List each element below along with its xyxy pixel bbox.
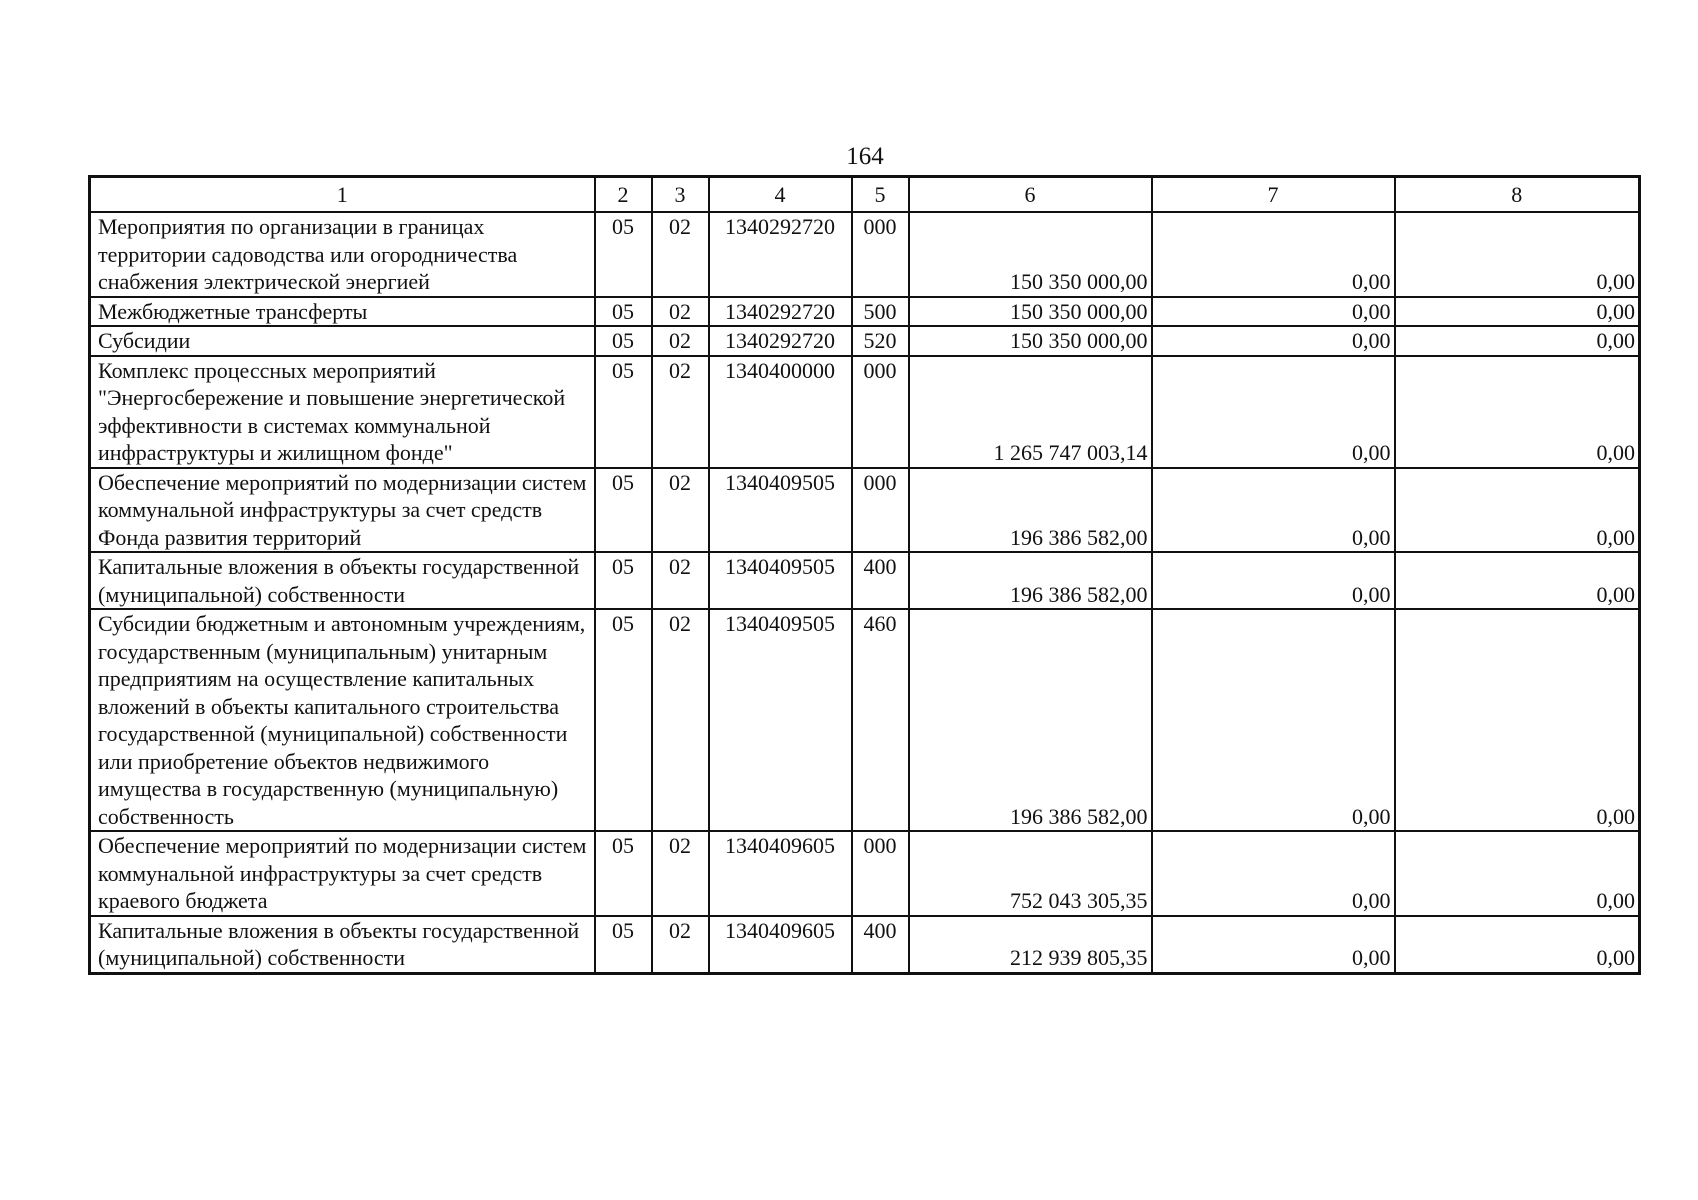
amount-col6: 196 386 582,00 xyxy=(909,609,1152,831)
column-header: 8 xyxy=(1395,177,1640,213)
expense-type-code: 460 xyxy=(852,609,909,831)
column-header: 2 xyxy=(595,177,652,213)
section-code: 05 xyxy=(595,831,652,916)
amount-col8: 0,00 xyxy=(1395,468,1640,553)
section-code: 05 xyxy=(595,916,652,974)
amount-col8: 0,00 xyxy=(1395,831,1640,916)
table-header-row xyxy=(90,177,1640,213)
amount-col6: 150 350 000,00 xyxy=(909,212,1152,297)
subsection-code: 02 xyxy=(652,326,709,356)
expense-type-code: 000 xyxy=(852,468,909,553)
table-row xyxy=(90,297,1640,327)
column-header: 7 xyxy=(1152,177,1395,213)
page-number: 164 xyxy=(846,143,884,170)
amount-col8: 0,00 xyxy=(1395,916,1640,974)
target-article-code: 1340292720 xyxy=(709,212,852,297)
amount-col6: 752 043 305,35 xyxy=(909,831,1152,916)
subsection-code: 02 xyxy=(652,297,709,327)
expense-type-code: 500 xyxy=(852,297,909,327)
amount-col6: 196 386 582,00 xyxy=(909,468,1152,553)
amount-col7: 0,00 xyxy=(1152,297,1395,327)
column-header: 6 xyxy=(909,177,1152,213)
row-name: Межбюджетные трансферты xyxy=(90,297,595,327)
amount-col8: 0,00 xyxy=(1395,356,1640,468)
section-code: 05 xyxy=(595,212,652,297)
row-name: Обеспечение мероприятий по модернизации систем коммунальной инфраструктуры за счет средств Фонда развития территорий xyxy=(90,468,595,553)
amount-col6: 196 386 582,00 xyxy=(909,552,1152,609)
row-name: Комплекс процессных мероприятий "Энергосбережение и повышение энергетической эффективности в системах коммунальной инфраструктуры и жилищном фонде" xyxy=(90,356,595,468)
table-row xyxy=(90,212,1640,297)
subsection-code: 02 xyxy=(652,468,709,553)
section-code: 05 xyxy=(595,552,652,609)
subsection-code: 02 xyxy=(652,916,709,974)
expense-type-code: 000 xyxy=(852,356,909,468)
budget-table xyxy=(88,175,1641,975)
column-header: 1 xyxy=(90,177,595,213)
target-article-code: 1340409605 xyxy=(709,916,852,974)
subsection-code: 02 xyxy=(652,609,709,831)
section-code: 05 xyxy=(595,468,652,553)
amount-col7: 0,00 xyxy=(1152,468,1395,553)
amount-col6: 212 939 805,35 xyxy=(909,916,1152,974)
amount-col7: 0,00 xyxy=(1152,552,1395,609)
subsection-code: 02 xyxy=(652,356,709,468)
section-code: 05 xyxy=(595,326,652,356)
amount-col8: 0,00 xyxy=(1395,297,1640,327)
table-row xyxy=(90,552,1640,609)
expense-type-code: 400 xyxy=(852,552,909,609)
column-header: 3 xyxy=(652,177,709,213)
row-name: Капитальные вложения в объекты государственной (муниципальной) собственности xyxy=(90,916,595,974)
target-article-code: 1340292720 xyxy=(709,326,852,356)
subsection-code: 02 xyxy=(652,552,709,609)
amount-col7: 0,00 xyxy=(1152,916,1395,974)
amount-col7: 0,00 xyxy=(1152,609,1395,831)
subsection-code: 02 xyxy=(652,831,709,916)
amount-col6: 150 350 000,00 xyxy=(909,326,1152,356)
section-code: 05 xyxy=(595,609,652,831)
amount-col7: 0,00 xyxy=(1152,212,1395,297)
table-row xyxy=(90,356,1640,468)
amount-col7: 0,00 xyxy=(1152,831,1395,916)
table-row xyxy=(90,609,1640,831)
column-header: 4 xyxy=(709,177,852,213)
row-name: Обеспечение мероприятий по модернизации систем коммунальной инфраструктуры за счет средств краевого бюджета xyxy=(90,831,595,916)
amount-col8: 0,00 xyxy=(1395,552,1640,609)
row-name: Субсидии xyxy=(90,326,595,356)
expense-type-code: 000 xyxy=(852,831,909,916)
subsection-code: 02 xyxy=(652,212,709,297)
amount-col6: 1 265 747 003,14 xyxy=(909,356,1152,468)
target-article-code: 1340409505 xyxy=(709,468,852,553)
amount-col8: 0,00 xyxy=(1395,609,1640,831)
amount-col7: 0,00 xyxy=(1152,356,1395,468)
column-header: 5 xyxy=(852,177,909,213)
table-row xyxy=(90,468,1640,553)
expense-type-code: 520 xyxy=(852,326,909,356)
target-article-code: 1340292720 xyxy=(709,297,852,327)
section-code: 05 xyxy=(595,356,652,468)
expense-type-code: 000 xyxy=(852,212,909,297)
table-row xyxy=(90,326,1640,356)
row-name: Мероприятия по организации в границах территории садоводства или огородничества снабжения электрической энергией xyxy=(90,212,595,297)
target-article-code: 1340409505 xyxy=(709,552,852,609)
target-article-code: 1340400000 xyxy=(709,356,852,468)
table-row xyxy=(90,831,1640,916)
amount-col8: 0,00 xyxy=(1395,212,1640,297)
target-article-code: 1340409505 xyxy=(709,609,852,831)
amount-col7: 0,00 xyxy=(1152,326,1395,356)
expense-type-code: 400 xyxy=(852,916,909,974)
section-code: 05 xyxy=(595,297,652,327)
target-article-code: 1340409605 xyxy=(709,831,852,916)
row-name: Капитальные вложения в объекты государственной (муниципальной) собственности xyxy=(90,552,595,609)
table-row xyxy=(90,916,1640,974)
row-name: Субсидии бюджетным и автономным учреждениям, государственным (муниципальным) унитарным предприятиям на осуществление капитальных вложений в объекты капитального строительства государственной (муниципальной) собственности или приобретение объектов недвижимого имущества в государственную (муниципальную) собственность xyxy=(90,609,595,831)
amount-col8: 0,00 xyxy=(1395,326,1640,356)
amount-col6: 150 350 000,00 xyxy=(909,297,1152,327)
